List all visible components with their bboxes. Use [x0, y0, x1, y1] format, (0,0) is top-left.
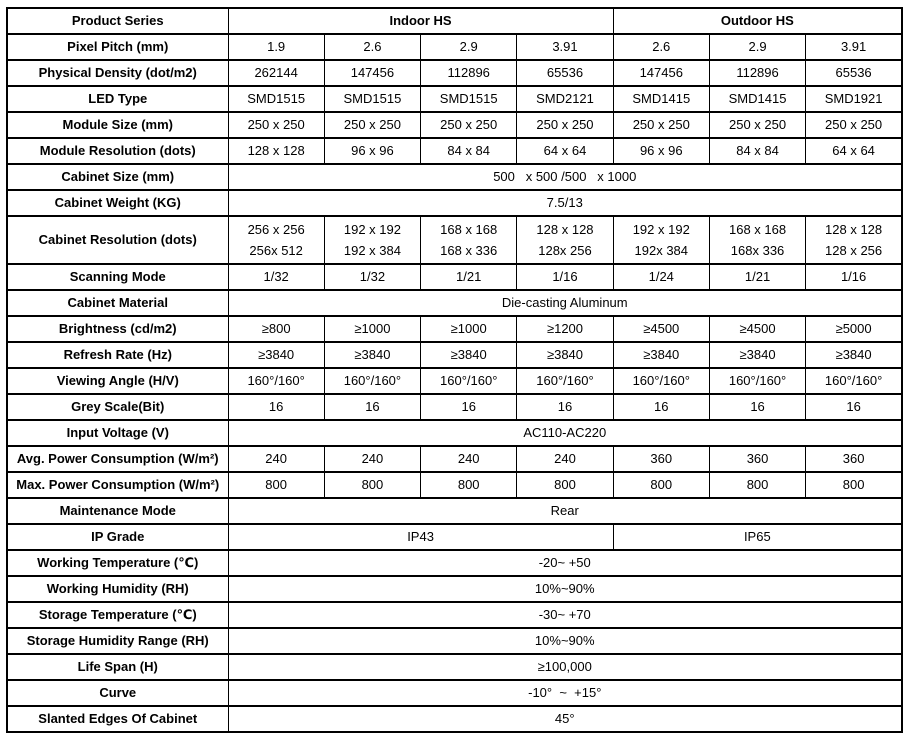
spec-cell: 3.91	[806, 34, 902, 60]
spec-cell-full-span: AC110-AC220	[228, 420, 902, 446]
spec-cell: SMD1921	[806, 86, 902, 112]
spec-cell-full-span: ≥100,000	[228, 654, 902, 680]
spec-cell: ≥1200	[517, 316, 613, 342]
row-label: Maintenance Mode	[7, 498, 228, 524]
spec-cell: 250 x 250	[806, 112, 902, 138]
row-label: Physical Density (dot/m2)	[7, 60, 228, 86]
spec-row	[7, 190, 902, 216]
spec-row	[7, 60, 902, 86]
spec-row	[7, 576, 902, 602]
spec-cell: 250 x 250	[517, 112, 613, 138]
header-product-series: Product Series	[7, 8, 228, 34]
spec-cell-line: 128 x 128	[825, 222, 883, 237]
spec-cell: SMD1515	[324, 86, 420, 112]
row-label: Max. Power Consumption (W/m²)	[7, 472, 228, 498]
spec-cell: 16	[228, 394, 324, 420]
spec-cell-multiline	[613, 216, 709, 264]
spec-cell: 128 x 128	[228, 138, 324, 164]
spec-cell: 360	[806, 446, 902, 472]
spec-cell: 1/16	[517, 264, 613, 290]
row-label: Refresh Rate (Hz)	[7, 342, 228, 368]
spec-cell: 160°/160°	[806, 368, 902, 394]
spec-cell: 250 x 250	[324, 112, 420, 138]
spec-cell: 147456	[324, 60, 420, 86]
row-label: Storage Humidity Range (RH)	[7, 628, 228, 654]
spec-cell: 16	[806, 394, 902, 420]
spec-row	[7, 498, 902, 524]
spec-cell: ≥800	[228, 316, 324, 342]
spec-cell: 250 x 250	[709, 112, 805, 138]
spec-cell: ≥5000	[806, 316, 902, 342]
spec-table-body	[7, 8, 902, 732]
spec-cell-group-span: IP43	[228, 524, 613, 550]
spec-cell-full-span: -30~ +70	[228, 602, 902, 628]
spec-cell: 1/32	[228, 264, 324, 290]
row-label: Module Size (mm)	[7, 112, 228, 138]
spec-cell-line: 256 x 256	[247, 222, 305, 237]
row-label: Brightness (cd/m2)	[7, 316, 228, 342]
spec-cell: 1.9	[228, 34, 324, 60]
spec-row	[7, 368, 902, 394]
spec-cell: 16	[517, 394, 613, 420]
spec-cell: 250 x 250	[228, 112, 324, 138]
spec-cell: 800	[324, 472, 420, 498]
spec-cell-multiline	[324, 216, 420, 264]
spec-cell: 2.9	[421, 34, 517, 60]
spec-cell-full-span: 7.5/13	[228, 190, 902, 216]
row-label: Working Humidity (RH)	[7, 576, 228, 602]
spec-row	[7, 86, 902, 112]
spec-cell-line: 128 x 256	[825, 243, 883, 258]
spec-cell-multiline	[709, 216, 805, 264]
spec-cell: 16	[709, 394, 805, 420]
spec-cell: 160°/160°	[517, 368, 613, 394]
spec-cell-multiline	[806, 216, 902, 264]
spec-cell: ≥3840	[613, 342, 709, 368]
spec-cell: 3.91	[517, 34, 613, 60]
spec-cell-multiline	[421, 216, 517, 264]
spec-cell: 1/21	[421, 264, 517, 290]
row-label: Grey Scale(Bit)	[7, 394, 228, 420]
spec-cell: 2.6	[613, 34, 709, 60]
spec-cell: 262144	[228, 60, 324, 86]
spec-cell: ≥4500	[709, 316, 805, 342]
spec-cell-full-span: Rear	[228, 498, 902, 524]
spec-cell-full-span: 500 x 500 /500 x 1000	[228, 164, 902, 190]
spec-cell-full-span: -10° ~ +15°	[228, 680, 902, 706]
spec-cell-multiline	[228, 216, 324, 264]
spec-row	[7, 680, 902, 706]
spec-cell-line: 192 x 384	[343, 243, 401, 258]
row-label: Cabinet Resolution (dots)	[7, 216, 228, 264]
spec-cell: 96 x 96	[613, 138, 709, 164]
spec-row	[7, 602, 902, 628]
row-label: Module Resolution (dots)	[7, 138, 228, 164]
spec-cell: 800	[517, 472, 613, 498]
spec-cell-line: 192x 384	[634, 243, 689, 258]
spec-cell: 240	[517, 446, 613, 472]
row-label: Pixel Pitch (mm)	[7, 34, 228, 60]
spec-cell: ≥4500	[613, 316, 709, 342]
spec-row	[7, 472, 902, 498]
spec-cell: ≥3840	[709, 342, 805, 368]
header-group-outdoor-hs: Outdoor HS	[613, 8, 902, 34]
spec-cell-full-span: 10%~90%	[228, 576, 902, 602]
spec-cell-multiline	[517, 216, 613, 264]
spec-row	[7, 316, 902, 342]
spec-cell: 1/32	[324, 264, 420, 290]
spec-cell: 160°/160°	[709, 368, 805, 394]
spec-cell: 16	[324, 394, 420, 420]
spec-row	[7, 628, 902, 654]
spec-cell: SMD1415	[709, 86, 805, 112]
spec-row	[7, 264, 902, 290]
spec-cell: 240	[324, 446, 420, 472]
row-label: Scanning Mode	[7, 264, 228, 290]
spec-cell: 240	[421, 446, 517, 472]
spec-cell-line: 168x 336	[730, 243, 785, 258]
spec-cell-line: 128 x 128	[536, 222, 594, 237]
spec-cell: 360	[709, 446, 805, 472]
spec-row	[7, 112, 902, 138]
spec-cell-line: 168 x 168	[440, 222, 498, 237]
spec-cell: 160°/160°	[421, 368, 517, 394]
spec-cell: 360	[613, 446, 709, 472]
spec-cell-line: 256x 512	[249, 243, 303, 258]
spec-cell: 65536	[517, 60, 613, 86]
spec-cell: 64 x 64	[517, 138, 613, 164]
spec-cell: SMD1415	[613, 86, 709, 112]
spec-cell: ≥3840	[228, 342, 324, 368]
spec-cell: 2.9	[709, 34, 805, 60]
row-label: Storage Temperature (℃)	[7, 602, 228, 628]
row-label: Curve	[7, 680, 228, 706]
spec-row	[7, 138, 902, 164]
row-label: Cabinet Size (mm)	[7, 164, 228, 190]
spec-cell: 16	[421, 394, 517, 420]
row-label: Viewing Angle (H/V)	[7, 368, 228, 394]
spec-row	[7, 290, 902, 316]
row-label: Cabinet Material	[7, 290, 228, 316]
row-label: Input Voltage (V)	[7, 420, 228, 446]
spec-row	[7, 164, 902, 190]
spec-cell-full-span: 45°	[228, 706, 902, 732]
spec-cell: 800	[613, 472, 709, 498]
spec-row	[7, 394, 902, 420]
spec-row	[7, 342, 902, 368]
row-label: Slanted Edges Of Cabinet	[7, 706, 228, 732]
header-row	[7, 8, 902, 34]
spec-cell-line: 168 x 168	[728, 222, 787, 237]
spec-cell: ≥3840	[324, 342, 420, 368]
spec-cell: 112896	[421, 60, 517, 86]
spec-cell: 84 x 84	[709, 138, 805, 164]
spec-cell-line: 192 x 192	[343, 222, 401, 237]
spec-cell: ≥3840	[517, 342, 613, 368]
spec-cell: ≥1000	[324, 316, 420, 342]
spec-row	[7, 550, 902, 576]
spec-row	[7, 446, 902, 472]
spec-cell: ≥3840	[421, 342, 517, 368]
spec-cell: 2.6	[324, 34, 420, 60]
spec-cell-line: 168 x 336	[440, 243, 498, 258]
spec-cell: 250 x 250	[421, 112, 517, 138]
row-label: IP Grade	[7, 524, 228, 550]
spec-cell: 96 x 96	[324, 138, 420, 164]
spec-cell: 800	[228, 472, 324, 498]
row-label: Avg. Power Consumption (W/m²)	[7, 446, 228, 472]
row-label: LED Type	[7, 86, 228, 112]
spec-cell-full-span: -20~ +50	[228, 550, 902, 576]
spec-cell: 160°/160°	[228, 368, 324, 394]
spec-cell: 250 x 250	[613, 112, 709, 138]
spec-cell: 240	[228, 446, 324, 472]
spec-cell: 160°/160°	[613, 368, 709, 394]
spec-cell: SMD1515	[228, 86, 324, 112]
header-group-indoor-hs: Indoor HS	[228, 8, 613, 34]
spec-cell: 1/16	[806, 264, 902, 290]
spec-row	[7, 216, 902, 264]
spec-cell: 1/21	[709, 264, 805, 290]
spec-cell-line: 128x 256	[538, 243, 592, 258]
spec-cell: 800	[421, 472, 517, 498]
spec-row	[7, 654, 902, 680]
spec-cell-full-span: Die-casting Aluminum	[228, 290, 902, 316]
spec-cell: 16	[613, 394, 709, 420]
spec-cell: 800	[709, 472, 805, 498]
spec-cell-line: 192 x 192	[632, 222, 690, 237]
spec-cell: 64 x 64	[806, 138, 902, 164]
spec-cell: SMD1515	[421, 86, 517, 112]
spec-cell: 147456	[613, 60, 709, 86]
spec-row	[7, 34, 902, 60]
spec-cell: 1/24	[613, 264, 709, 290]
spec-cell: 84 x 84	[421, 138, 517, 164]
row-label: Life Span (H)	[7, 654, 228, 680]
spec-row	[7, 420, 902, 446]
spec-cell-full-span: 10%~90%	[228, 628, 902, 654]
spec-row	[7, 524, 902, 550]
spec-table	[6, 7, 903, 733]
row-label: Cabinet Weight (KG)	[7, 190, 228, 216]
spec-cell: 800	[806, 472, 902, 498]
spec-cell: 65536	[806, 60, 902, 86]
spec-cell: ≥3840	[806, 342, 902, 368]
spec-row	[7, 706, 902, 732]
spec-cell-group-span: IP65	[613, 524, 902, 550]
spec-cell: ≥1000	[421, 316, 517, 342]
spec-cell: 112896	[709, 60, 805, 86]
spec-cell: SMD2121	[517, 86, 613, 112]
row-label: Working Temperature (℃)	[7, 550, 228, 576]
spec-cell: 160°/160°	[324, 368, 420, 394]
